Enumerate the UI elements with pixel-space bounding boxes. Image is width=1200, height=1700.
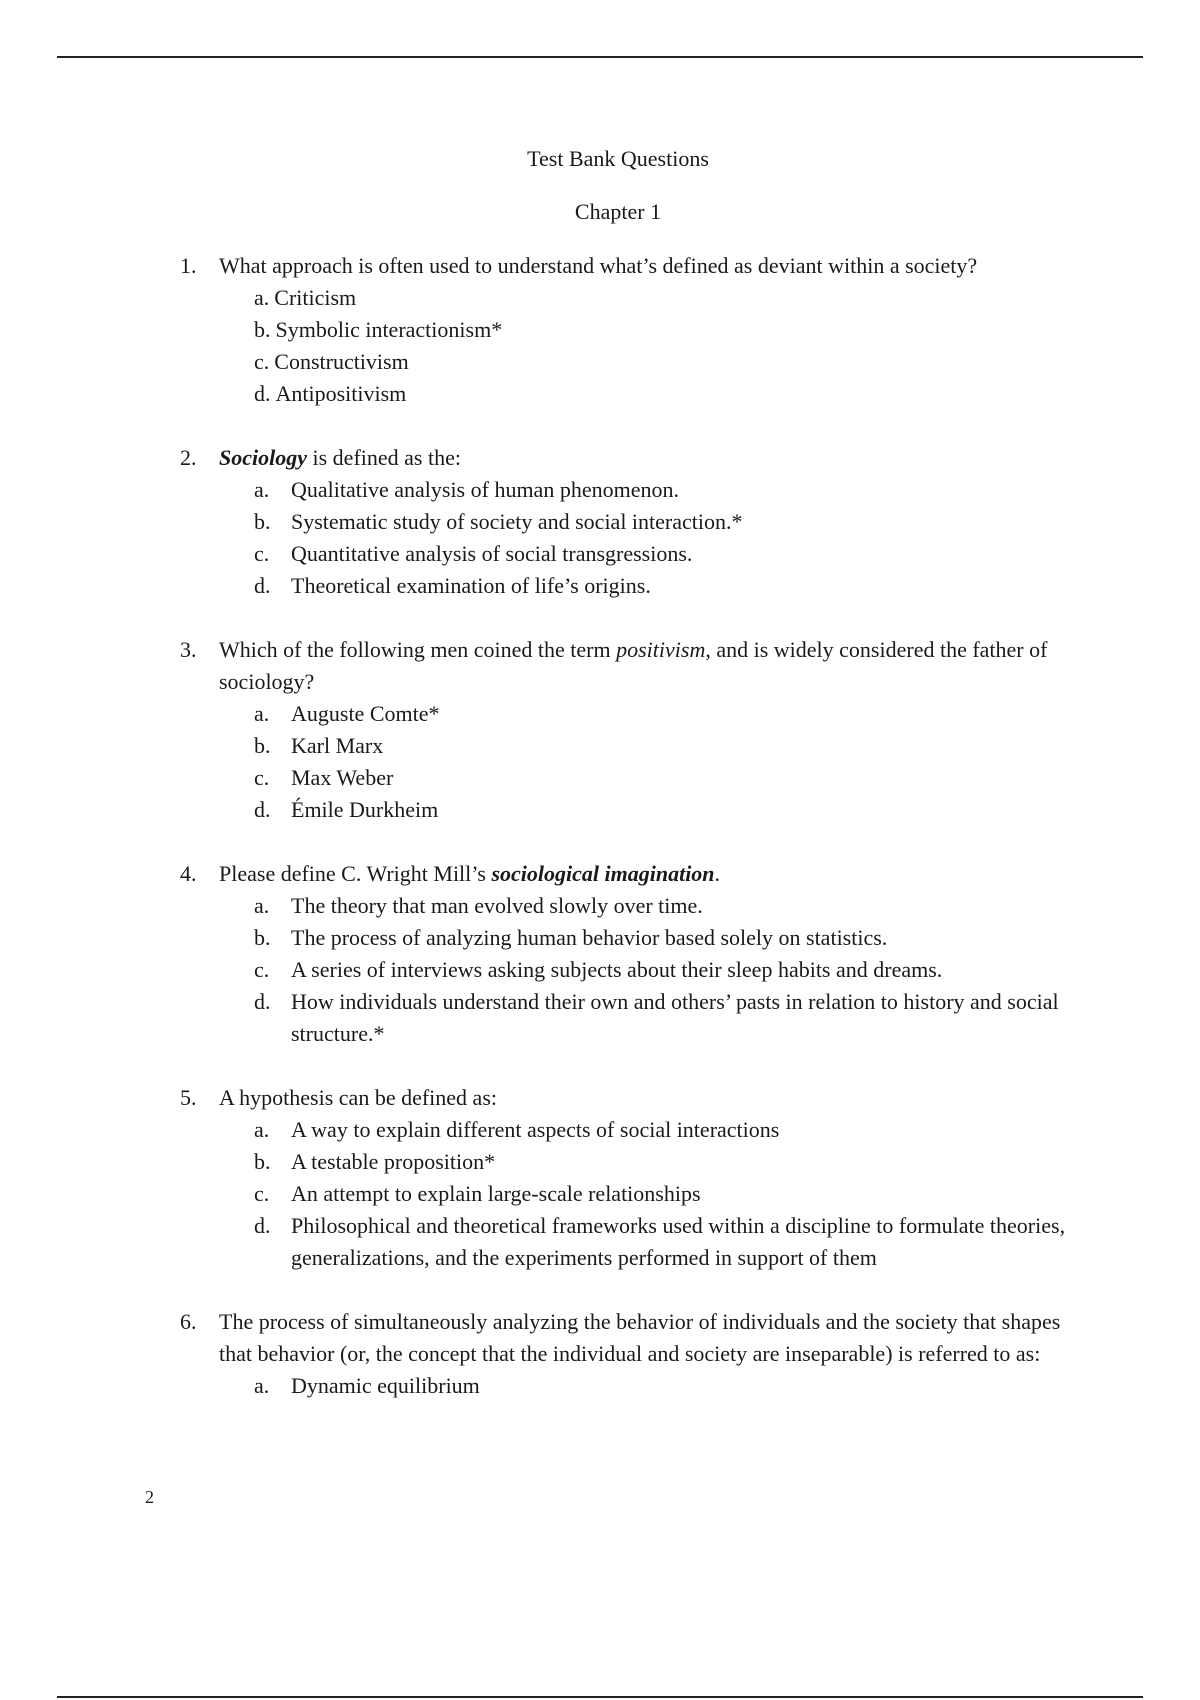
option-letter: a. [254, 701, 270, 726]
option-text: Constructivism [274, 349, 409, 374]
question-6 [180, 1306, 1080, 1402]
answer-options [180, 474, 1080, 602]
option-text: Philosophical and theoretical frameworks used within a discipline to formulate theories, generalizations, and the experiments performed in support of them [291, 1213, 1066, 1270]
document-title: Test Bank Questions [527, 146, 709, 171]
option-text: Systematic study of society and social interaction.* [291, 509, 743, 534]
answer-option [180, 538, 1080, 570]
option-letter: c. [254, 1181, 270, 1206]
answer-options [180, 1370, 1080, 1402]
option-letter: b. [254, 317, 271, 342]
answer-option [180, 506, 1080, 538]
option-letter: c. [254, 541, 270, 566]
answer-option [180, 890, 1080, 922]
option-text: Émile Durkheim [291, 797, 439, 822]
answer-option [180, 1114, 1080, 1146]
question-number: 4. [180, 861, 197, 886]
top-rule [57, 56, 1143, 58]
option-text: The theory that man evolved slowly over time. [291, 893, 703, 918]
page-number: 2 [145, 1487, 154, 1507]
option-text: Criticism [274, 285, 357, 310]
question-number: 1. [180, 253, 197, 278]
answer-options [180, 1114, 1080, 1274]
option-letter: b. [254, 509, 271, 534]
question-text: The process of simultaneously analyzing the behavior of individuals and the society that shapes that behavior (or, the concept that the individual and society are inseparable) is referred to as: [219, 1309, 1061, 1366]
answer-option [180, 730, 1080, 762]
option-letter: c. [254, 765, 270, 790]
answer-option [180, 698, 1080, 730]
key-term: sociological imagination [491, 861, 715, 886]
question-number: 5. [180, 1085, 197, 1110]
option-text: The process of analyzing human behavior based solely on statistics. [291, 925, 888, 950]
question-text-before: Which of the following men coined the term [219, 637, 617, 662]
question-text [180, 858, 1080, 890]
option-text: Max Weber [291, 765, 394, 790]
question-text [180, 442, 1080, 474]
key-term: Sociology [219, 445, 307, 470]
answer-option [180, 986, 1080, 1050]
question-text: A hypothesis can be defined as: [219, 1085, 497, 1110]
answer-option [180, 954, 1080, 986]
option-text: A series of interviews asking subjects about their sleep habits and dreams. [291, 957, 943, 982]
question-5 [180, 1082, 1080, 1274]
answer-option [180, 922, 1080, 954]
question-3 [180, 634, 1080, 826]
option-text: Symbolic interactionism* [275, 317, 503, 342]
question-list [180, 250, 1080, 1434]
option-letter: a. [254, 285, 270, 310]
option-letter: c. [254, 349, 270, 374]
option-letter: d. [254, 381, 271, 406]
option-letter: a. [254, 1117, 270, 1142]
answer-option [180, 570, 1080, 602]
option-letter: d. [254, 573, 271, 598]
answer-option [180, 1210, 1080, 1274]
answer-options [180, 890, 1080, 1050]
answer-option [180, 794, 1080, 826]
answer-option [180, 1146, 1080, 1178]
option-letter: b. [254, 925, 271, 950]
question-number: 6. [180, 1309, 197, 1334]
option-letter: d. [254, 1213, 271, 1238]
question-text-after: is defined as the: [307, 445, 461, 470]
option-letter: a. [254, 1373, 270, 1398]
answer-option [180, 378, 1080, 410]
option-text: A way to explain different aspects of social interactions [291, 1117, 780, 1142]
question-4 [180, 858, 1080, 1050]
answer-option [180, 762, 1080, 794]
answer-option [180, 282, 1080, 314]
question-text: What approach is often used to understand what’s defined as deviant within a society? [219, 253, 978, 278]
answer-options [180, 698, 1080, 826]
question-text-after: , and is widely considered the father of sociology? [219, 637, 1048, 694]
answer-option [180, 1370, 1080, 1402]
chapter-heading: Chapter 1 [574, 199, 662, 224]
answer-option [180, 1178, 1080, 1210]
option-text: Quantitative analysis of social transgressions. [291, 541, 693, 566]
option-letter: b. [254, 733, 271, 758]
option-letter: c. [254, 957, 270, 982]
question-text-before: Please define C. Wright Mill’s [219, 861, 492, 886]
question-1 [180, 250, 1080, 410]
option-text: Theoretical examination of life’s origins. [291, 573, 651, 598]
answer-options [180, 282, 1080, 410]
answer-option [180, 314, 1080, 346]
answer-option [180, 474, 1080, 506]
question-text-after: . [714, 861, 721, 886]
option-text: Antipositivism [275, 381, 407, 406]
key-term: positivism [616, 637, 706, 662]
option-letter: b. [254, 1149, 271, 1174]
question-number: 2. [180, 445, 197, 470]
option-text: How individuals understand their own and others’ pasts in relation to history and social structure.* [291, 989, 1059, 1046]
option-text: Dynamic equilibrium [291, 1373, 480, 1398]
option-letter: d. [254, 797, 271, 822]
option-text: A testable proposition* [291, 1149, 496, 1174]
question-text [180, 634, 1080, 698]
option-letter: d. [254, 989, 271, 1014]
answer-option [180, 346, 1080, 378]
option-letter: a. [254, 893, 270, 918]
option-text: An attempt to explain large-scale relationships [291, 1181, 701, 1206]
option-text: Karl Marx [291, 733, 384, 758]
question-number: 3. [180, 637, 197, 662]
option-text: Qualitative analysis of human phenomenon. [291, 477, 679, 502]
option-letter: a. [254, 477, 270, 502]
bottom-rule [57, 1696, 1143, 1698]
option-text: Auguste Comte* [291, 701, 440, 726]
question-2 [180, 442, 1080, 602]
